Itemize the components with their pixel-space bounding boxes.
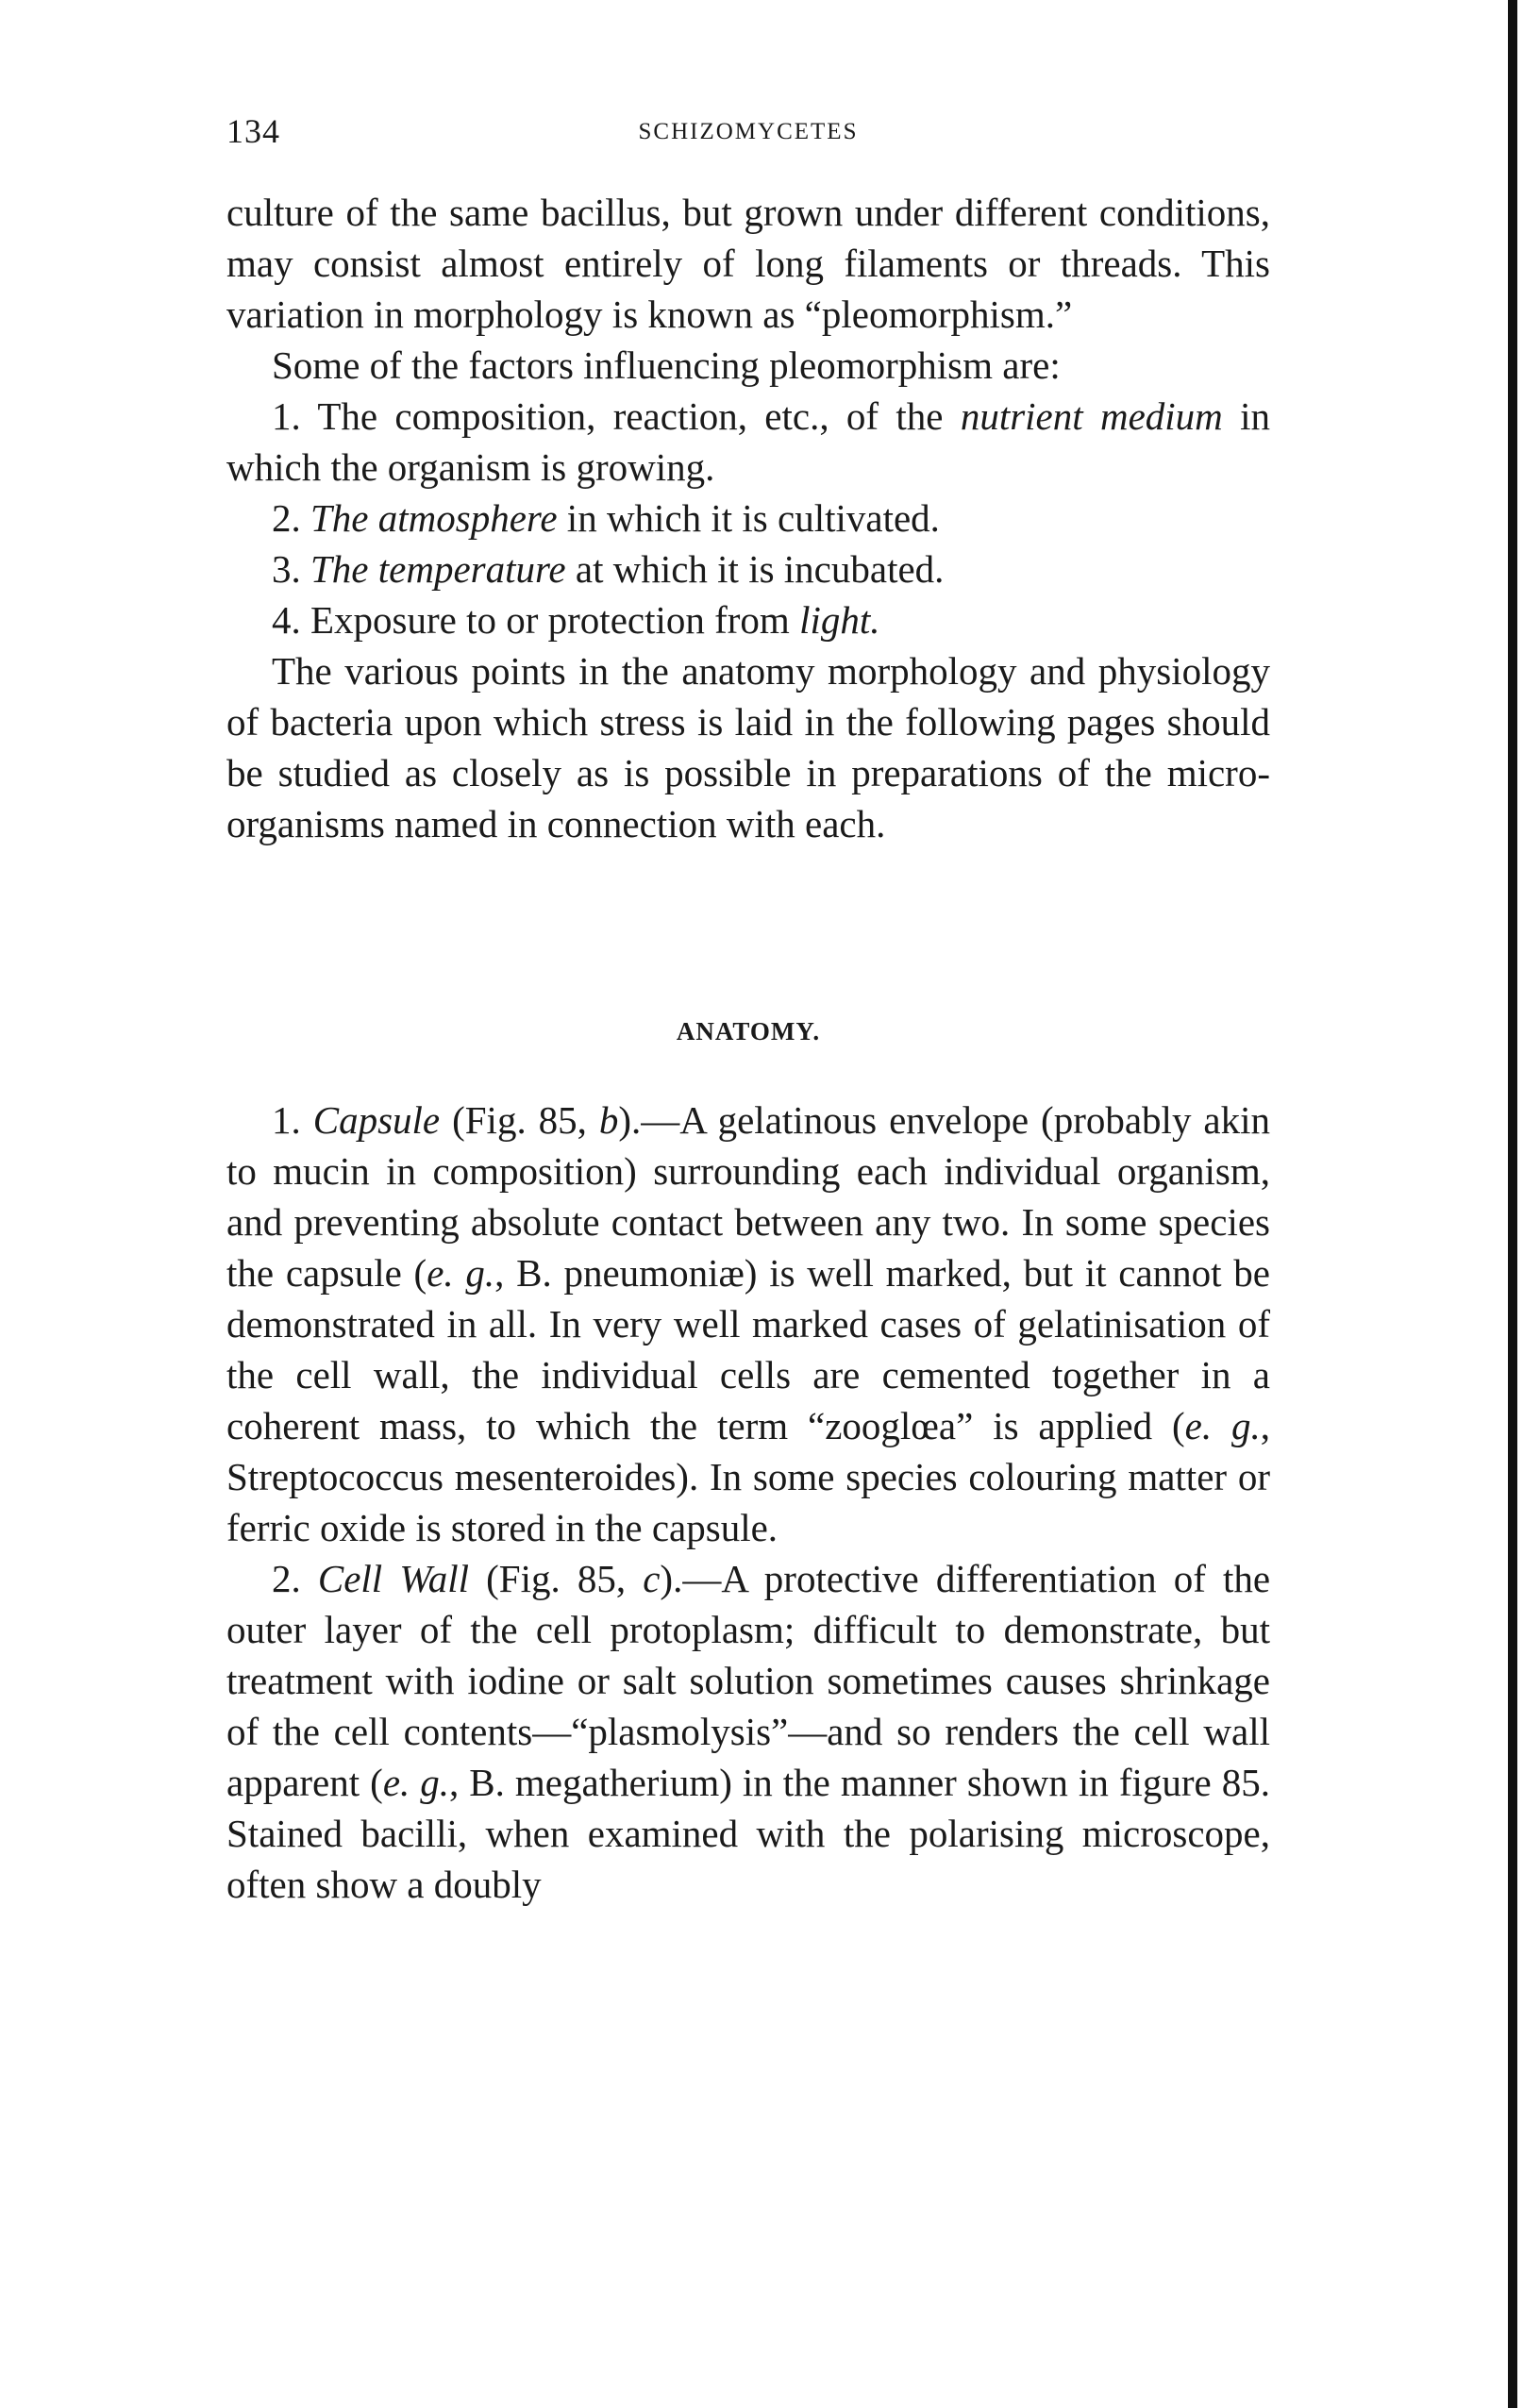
capsule-text: , Streptococcus mesenteroides). In some species colouring matter or ferric oxide is stored in the capsule. — [226, 1404, 1270, 1549]
intro-paragraph-3: The various points in the anatomy morphology and physiology of bacteria upon which stress is laid in the following pages should be studied as closely as is possible in preparations of the micro-organisms named in connection with each. — [226, 649, 1270, 845]
page-header — [226, 111, 1270, 159]
eg-abbreviation: e. g. — [382, 1761, 450, 1804]
figure-reference-close: ).— — [660, 1557, 722, 1600]
capsule-text: A gelatinous envelope (probably akin to mucin in composition) surrounding each individual organism, and preventing absolute contact between any two. In some species the capsule ( — [226, 1098, 1271, 1295]
figure-letter: c — [643, 1557, 661, 1600]
factor-text: in which it is cultivated. — [566, 496, 940, 540]
factor-text: in which the organism is growing. — [226, 394, 1271, 489]
running-head: SCHIZOMYCETES — [638, 119, 859, 144]
item-number: 1. — [272, 1098, 301, 1142]
item-term: Capsule — [312, 1098, 441, 1142]
factor-emphasis: The atmosphere — [310, 496, 558, 540]
cell-wall-text: , B. megatherium) in the manner shown in figure 85. Stained bacilli, when examined with the polarising microscope, often show a doubly — [226, 1761, 1270, 1906]
intro-paragraph-2: Some of the factors influencing pleomorphism are: — [272, 343, 1061, 387]
intro-paragraph-1: culture of the same bacillus, but grown under different conditions, may consist almost entirely of long filaments or threads. This variation in morphology is known as “pleomorphism.” — [226, 191, 1270, 336]
item-number: 2. — [272, 1557, 301, 1600]
eg-abbreviation: e. g. — [1184, 1404, 1261, 1447]
factor-item-3 — [226, 543, 1270, 594]
capsule-text: , B. pneumoniæ) is well marked, but it cannot be demonstrated in all. In very well marked cases of gelatinisation of the cell wall, the individual cells are cemented together in a coherent mass, to which the term “zooglœa” is applied ( — [226, 1251, 1270, 1447]
factor-emphasis: The temperature — [310, 547, 566, 591]
factor-emphasis: nutrient medium — [960, 394, 1223, 438]
factor-number: 4. — [272, 598, 301, 642]
factor-number: 3. — [272, 547, 301, 591]
page-number: 134 — [226, 112, 280, 150]
factor-emphasis: light. — [799, 598, 880, 642]
item-term: Cell Wall — [317, 1557, 469, 1600]
factor-item-1 — [226, 391, 1270, 493]
factor-number: 1. — [272, 394, 301, 438]
factor-item-4 — [226, 594, 1270, 645]
figure-letter: b — [598, 1098, 619, 1142]
factor-text: The composition, reaction, etc., of the — [317, 394, 944, 438]
figure-reference: (Fig. 85, — [452, 1098, 587, 1142]
page-edge-rule — [1508, 0, 1517, 2408]
factor-item-2 — [226, 493, 1270, 543]
capsule-paragraph — [226, 1095, 1270, 1553]
cell-wall-text: A protective differentiation of the outer layer of the cell protoplasm; difficult to demonstrate, but treatment with iodine or salt solution sometimes causes shrinkage of the cell contents—“plasmolysis”—and so renders the cell wall apparent ( — [226, 1557, 1271, 1804]
figure-reference: (Fig. 85, — [486, 1557, 627, 1600]
intro-text — [226, 187, 1270, 849]
cell-wall-paragraph — [226, 1553, 1270, 1910]
anatomy-text — [226, 1095, 1270, 1910]
factor-text: Exposure to or protection from — [310, 598, 790, 642]
factor-number: 2. — [272, 496, 301, 540]
eg-abbreviation: e. g. — [427, 1251, 495, 1295]
figure-reference-close: ).— — [618, 1098, 680, 1142]
factor-text: at which it is incubated. — [575, 547, 945, 591]
section-heading-anatomy: ANATOMY. — [676, 1017, 821, 1045]
